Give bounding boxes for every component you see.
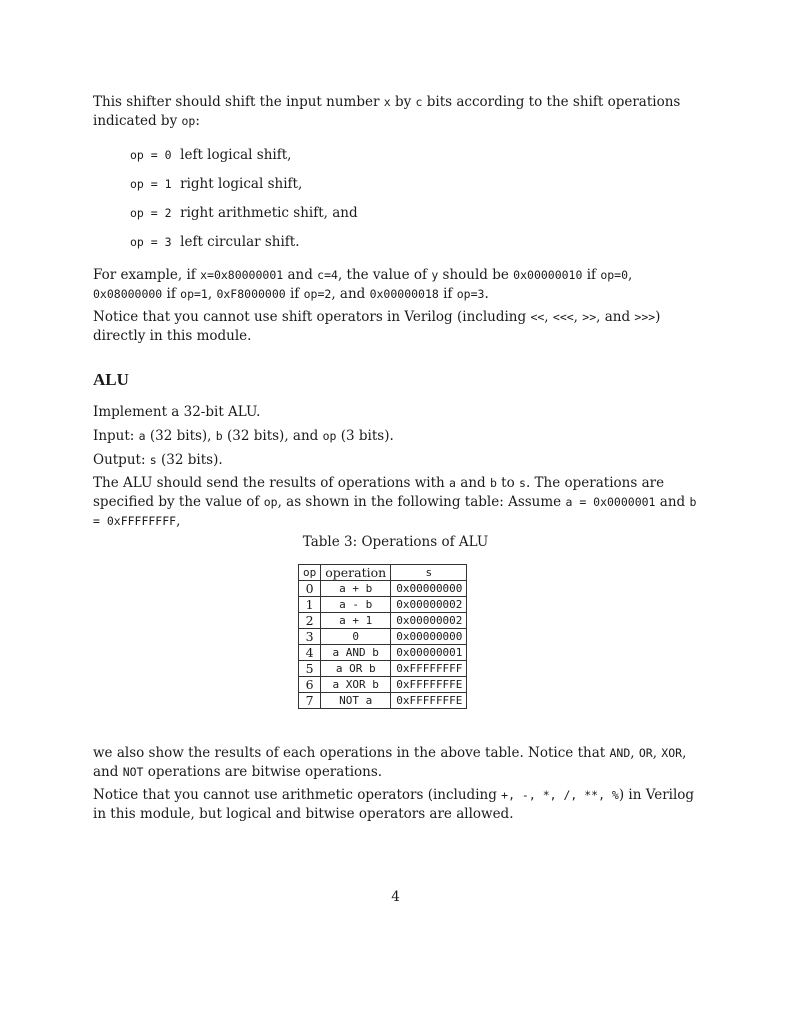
table-row: 7 NOT a 0xFFFFFFFE [299, 693, 467, 709]
table-header-row [299, 565, 467, 581]
table-caption: Table 3: Operations of ALU [302, 534, 489, 550]
shifter-example: For example, if x=0x80000001 and c=4, the value of y should be 0x00000010 if op=0, 0x08000000 if op=1, 0xF8000000 if op=2, and 0x00000018 if op=3. [93, 267, 633, 302]
column-header-s: s [391, 565, 467, 581]
shifter-notice: Notice that you cannot use shift operators in Verilog (including <<, <<<, >>, and >>>) directly in this module. [93, 309, 661, 344]
table-row: 1 a - b 0x00000002 [299, 597, 467, 613]
shift-op-item: op = 0 left logical shift, [130, 147, 292, 163]
column-header-op: op [299, 565, 321, 581]
alu-input: Input: a (32 bits), b (32 bits), and op (3 bits). [93, 428, 394, 444]
table-row: 4 a AND b 0x00000001 [299, 645, 467, 661]
alu-output: Output: s (32 bits). [93, 452, 223, 468]
page-number: 4 [391, 889, 400, 905]
alu-implement: Implement a 32-bit ALU. [93, 404, 261, 420]
table-row: 3 0 0x00000000 [299, 629, 467, 645]
shift-op-item: op = 3 left circular shift. [130, 234, 300, 250]
alu-operations-table [298, 564, 467, 709]
table-row: 6 a XOR b 0xFFFFFFFE [299, 677, 467, 693]
alu-arith-notice: Notice that you cannot use arithmetic operators (including +, -, *, /, **, %) in Verilog in this module, but logical and bitwise operators are allowed. [93, 787, 695, 822]
table-row: 0 a + b 0x00000000 [299, 581, 467, 597]
shift-op-item: op = 1 right logical shift, [130, 176, 303, 192]
column-header-operation: operation [321, 565, 391, 581]
alu-after-table: we also show the results of each operations in the above table. Notice that AND, OR, XOR, and NOT operations are bitwise operations. [93, 745, 687, 780]
shifter-intro: This shifter should shift the input number x by c bits according to the shift operations indicated by op: [93, 94, 681, 129]
alu-description: The ALU should send the results of operations with a and b to s. The operations are specified by the value of op, as shown in the following table: Assume a = 0x0000001 and b = 0xFFFFFFFF, [93, 475, 697, 529]
section-heading-alu: ALU [93, 370, 129, 389]
shift-op-item: op = 2 right arithmetic shift, and [130, 205, 358, 221]
table-row: 5 a OR b 0xFFFFFFFF [299, 661, 467, 677]
table-row: 2 a + 1 0x00000002 [299, 613, 467, 629]
